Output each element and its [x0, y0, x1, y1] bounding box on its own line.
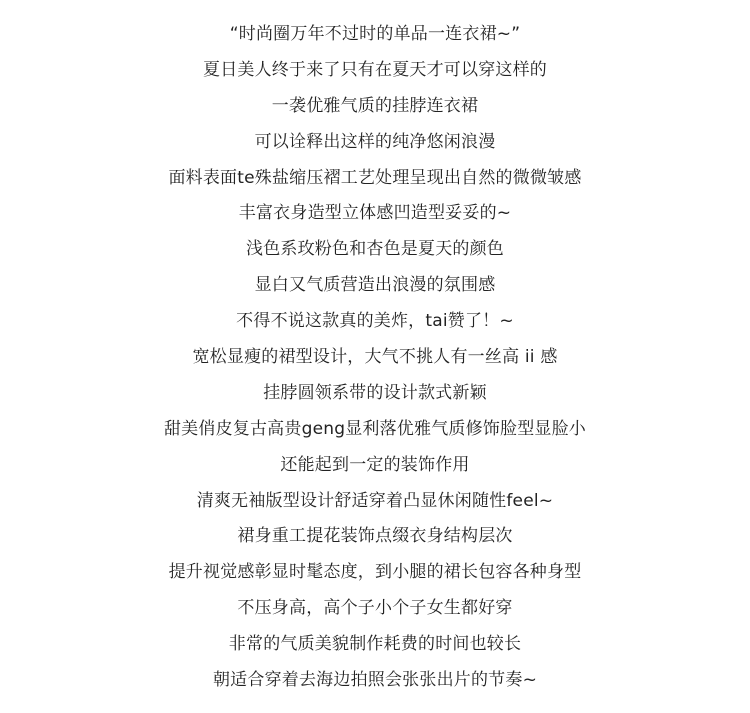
description-line: 不压身高，高个子小个子女生都好穿	[237, 598, 513, 619]
description-line: 可以诠释出这样的纯净悠闲浪漫	[254, 131, 496, 152]
description-line: 裙身重工提花装饰点缀衣身结构层次	[237, 526, 513, 547]
description-line: 清爽无袖版型设计舒适穿着凸显休闲随性feel~	[196, 490, 554, 511]
description-line: “时尚圈万年不过时的单品一连衣裙~”	[229, 24, 521, 44]
description-line: 提升视觉感彰显时髦态度，到小腿的裙长包容各种身型	[168, 562, 582, 583]
description-line: 显白又气质营造出浪漫的氛围感	[254, 275, 496, 296]
description-line: 挂脖圆领系带的设计款式新颖	[263, 382, 487, 403]
description-line: 宽松显瘦的裙型设计，大气不挑人有一丝高 ii 感	[192, 347, 558, 368]
description-line: 非常的气质美貌制作耗费的时间也较长	[228, 634, 522, 655]
product-description	[0, 17, 750, 699]
description-line: 夏日美人终于来了只有在夏天才可以穿这样的	[203, 59, 547, 80]
description-line: 不得不说这款真的美炸，tai赞了！~	[236, 311, 514, 332]
description-line: 浅色系玫粉色和杏色是夏天的颜色	[246, 239, 504, 260]
description-line: 还能起到一定的装饰作用	[280, 454, 470, 475]
description-line: 丰富衣身造型立体感凹造型妥妥的~	[238, 203, 512, 224]
description-line: 朝适合穿着去海边拍照会张张出片的节奏~	[212, 670, 538, 691]
description-line: 一袭优雅气质的挂脖连衣裙	[271, 95, 479, 116]
description-line: 甜美俏皮复古高贵geng显利落优雅气质修饰脸型显脸小	[163, 418, 586, 439]
description-line: 面料表面te殊盐缩压褶工艺处理呈现出自然的微微皱感	[168, 167, 582, 188]
